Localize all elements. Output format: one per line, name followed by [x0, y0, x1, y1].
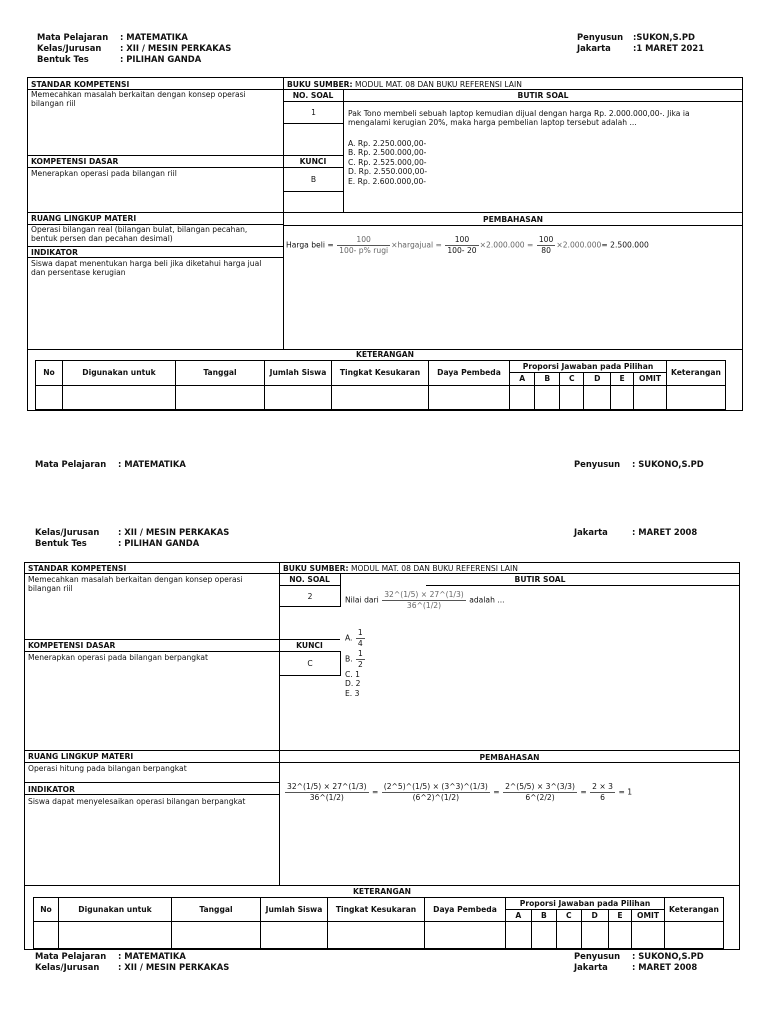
option-d: D. Rp. 2.550.000,00-: [348, 167, 428, 177]
mapel-label: Mata Pelajaran: [37, 32, 109, 42]
option-c: C. Rp. 2.525.000,00-: [348, 157, 427, 167]
standar-text-2: Memecahkan masalah berkaitan dengan konsep operasi bilangan riil: [28, 575, 243, 594]
butir-soal-label-2: BUTIR SOAL: [514, 575, 566, 584]
no-soal-label-2: NO. SOAL: [289, 575, 330, 584]
penyusun-label: Penyusun: [577, 32, 624, 42]
keterangan-table-1: [35, 360, 726, 410]
option-e-2: E. 3: [345, 688, 360, 698]
options-list: [348, 139, 427, 186]
standar-text: Memecahkan masalah berkaitan dengan konsep operasi bilangan riil: [31, 90, 246, 109]
footer-header: Mata Pelajaran : MATEMATIKA Kelas/Jurusan : XII / MESIN PERKAKAS: [35, 951, 230, 972]
header-1-right: Penyusun :SUKON,S.PD Jakarta :1 MARET 2021: [577, 32, 705, 53]
standar-title-2: STANDAR KOMPETENSI: [28, 564, 127, 573]
mapel-value: MATEMATIKA: [126, 32, 188, 42]
no-soal-label: NO. SOAL: [292, 91, 334, 100]
ruang-title-2: RUANG LINGKUP MATERI: [28, 752, 134, 761]
option-d-2: D. 2: [345, 679, 361, 689]
kompetensi-title: KOMPETENSI DASAR: [31, 157, 119, 166]
pembahasan-label-2: PEMBAHASAN: [479, 753, 540, 762]
header-1: Mata Pelajaran : MATEMATIKA Kelas/Jurusan : XII / MESIN PERKAKAS Bentuk Tes : PILIHAN GANDA: [37, 32, 232, 64]
no-soal-value: 1: [283, 101, 344, 124]
opt-c: C: [560, 373, 584, 385]
indikator-title: INDIKATOR: [31, 248, 78, 257]
pembahasan-label: PEMBAHASAN: [483, 215, 543, 224]
ruang-text: Operasi bilangan real (bilangan bulat, bilangan pecahan, bentuk persen dan pecahan desimal): [31, 225, 248, 244]
col-tanggal: Tanggal: [176, 361, 265, 386]
buku-sumber: BUKU SUMBER: MODUL MAT. 08 DAN BUKU REFERENSI LAIN: [287, 80, 522, 89]
keterangan-table-2: No Digunakan untuk Tanggal Jumlah Siswa Tingkat Kesukaran Daya Pembeda Proporsi Jawaban pada Pilihan Keterangan A B C D E OMIT: [33, 897, 724, 949]
ruang-text-2: Operasi hitung pada bilangan berpangkat: [28, 764, 187, 773]
option-e: E. Rp. 2.600.000,00-: [348, 176, 427, 186]
option-a: A. Rp. 2.250.000,00-: [348, 139, 427, 148]
indikator-text-2: Siswa dapat menyelesaikan operasi bilangan berpangkat: [28, 797, 246, 806]
opt-b: B: [535, 373, 560, 385]
standar-title: STANDAR KOMPETENSI: [31, 80, 130, 89]
kompetensi-text: Menerapkan operasi pada bilangan riil: [31, 169, 177, 178]
question-2: Nilai dari $\frac{32\^{}(1/5) \times 27\^{}(1/3)}{36\^{}(1/2)}$ adalah ...: [345, 590, 505, 610]
tes-value: PILIHAN GANDA: [126, 54, 202, 64]
penyusun-value: SUKON,S.PD: [636, 32, 695, 42]
opt-d: D: [584, 373, 611, 385]
pembahasan-formula: Harga beli = $\frac{100}{\text{100- p\% rugi}}$ ×hargajual = $\frac{100}{100- 20}$ ×2.000.000 = $\frac{100}{80}$ ×2.000.000= 2.500.000: [286, 235, 649, 255]
options-list-2: A. $\frac{1}{4}$ B. $\frac{1}{2}$ C. 1 D. 2 E. 3: [345, 628, 366, 698]
kunci-value: B: [283, 167, 344, 192]
option-c-2: C. 1: [345, 670, 360, 679]
kunci-label-2: KUNCI: [296, 641, 323, 650]
kota-label: Jakarta: [577, 43, 611, 53]
kota-value: 1 MARET 2021: [636, 43, 705, 53]
kunci-label: KUNCI: [299, 157, 327, 166]
ruang-title: RUANG LINGKUP MATERI: [31, 214, 137, 223]
col-digunakan: Digunakan untuk: [63, 361, 176, 386]
kunci-value-2: C: [279, 651, 341, 676]
keterangan-title: KETERANGAN: [356, 350, 414, 359]
tes-label: Bentuk Tes: [37, 54, 89, 64]
col-keterangan: Keterangan: [667, 361, 726, 386]
option-b: B. Rp. 2.500.000,00-: [348, 148, 427, 158]
butir-soal-label: BUTIR SOAL: [517, 91, 569, 100]
pembahasan-formula-2: $\frac{32\^{}(1/5) \times 27\^{}(1/3)}{36\^{}(1/2)}$ = $\frac{(2\^{}5)\^{}(1/5) \times (3\^{}3)\^{}(1/3)}{(6\^{}2)\^{}(1/2)}$ = $\frac{2\^{}(5/5) \times 3\^{}(3/3)}{6\^{}(2/2)}$ = $\frac{2 \times 3}{6}$ = 1: [287, 782, 633, 802]
option-a-2: A.: [345, 633, 353, 643]
keterangan-title-2: KETERANGAN: [353, 887, 411, 896]
col-jumlah: Jumlah Siswa: [265, 361, 332, 386]
kompetensi-title-2: KOMPETENSI DASAR: [28, 641, 116, 650]
opt-a: A: [510, 373, 535, 385]
no-soal-value-2: 2: [279, 585, 341, 607]
col-kesukaran: Tingkat Kesukaran: [332, 361, 429, 386]
footer-header-right: Penyusun : SUKONO,S.PD Jakarta : MARET 2008: [574, 951, 704, 972]
header-2-kota: Jakarta : MARET 2008: [574, 527, 698, 537]
indikator-title-2: INDIKATOR: [28, 785, 75, 794]
kelas-value: XII / MESIN PERKAKAS: [126, 43, 232, 53]
header-2-mapel: Mata Pelajaran : MATEMATIKA: [35, 459, 186, 469]
question-text: Pak Tono membeli sebuah laptop kemudian dijual dengan harga Rp. 2.000.000,00-. Jika ia mengalami kerugian 20%, maka harga pembelian laptop tersebut adalah ...: [348, 109, 690, 128]
opt-e: E: [611, 373, 634, 385]
kelas-label: Kelas/Jurusan: [37, 43, 102, 53]
col-proporsi: Proporsi Jawaban pada Pilihan: [510, 361, 667, 373]
header-2-kelas: Kelas/Jurusan : XII / MESIN PERKAKAS Bentuk Tes : PILIHAN GANDA: [35, 527, 230, 548]
col-no: No: [36, 361, 63, 386]
opt-omit: OMIT: [634, 373, 667, 385]
header-2-penyusun: Penyusun : SUKONO,S.PD: [574, 459, 704, 469]
col-daya: Daya Pembeda: [429, 361, 510, 386]
kompetensi-text-2: Menerapkan operasi pada bilangan berpangkat: [28, 653, 209, 662]
indikator-text: Siswa dapat menentukan harga beli jika diketahui harga jual dan persentase kerugian: [31, 259, 262, 278]
buku-sumber-2: BUKU SUMBER: MODUL MAT. 08 DAN BUKU REFERENSI LAIN: [283, 564, 518, 573]
option-b-2: B.: [345, 654, 353, 664]
